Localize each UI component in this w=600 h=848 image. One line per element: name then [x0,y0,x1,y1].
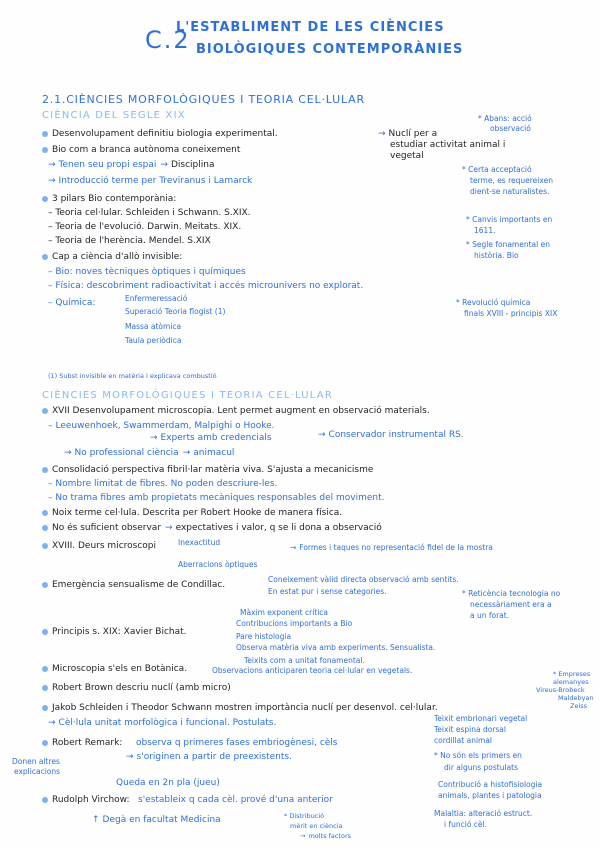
margin-note-vireus: Vireus-Brobeck [536,686,585,694]
note-distribucio: * Distribució [284,812,325,820]
section-heading-2-1: 2.1.CIÈNCIES MORFOLÒGIQUES I TEORIA CEL·LULAR [42,93,365,106]
item-cellula-unitat: → Cèl·lula unitat morfològica i funcional. Postulats. [48,718,277,728]
margin-note-animals: animals, plantes i patologia [438,791,542,800]
bullet-xviii-microscopi: XVIII. Deurs microscopi [42,541,156,552]
chem-massa: Massa atòmica [125,322,182,331]
bichat-teixits: Teixits com a unitat fonamental. [244,656,365,665]
bullet-schleiden-schwann: Jakob Schleiden i Theodor Schwann mostren importància nuclí per desenvol. cel·lular. [42,703,438,714]
note-merit: mèrit en ciència [290,822,343,830]
chem-taula: Taula periòdica [125,336,182,345]
margin-note-finals: finals XVIII - principis XIX [464,309,558,318]
margin-note-canvis: * Canvis importants en [466,215,553,224]
margin-note-cordillat: cordillat animal [434,736,493,745]
margin-note-funcio: i funció cèl. [444,820,488,829]
item-estat-pur: En estat pur i sense categories. [268,587,387,596]
bichat-contribucions: Contribucions importants a Bio [236,619,353,628]
bichat-observa: Observa matèria viva amb experiments. Sensualista. [236,643,436,652]
item-teoria-herencia: – Teoria de l'herència. Mendel. S.XIX [48,236,211,246]
right-note-nucli-3: vegetal [390,151,424,161]
margin-note-teixit-esp: Teixit espina dorsal [434,725,506,734]
bullet-remark: Robert Remark: [42,738,122,749]
note-molts-factors: → molts factors [300,832,351,840]
margin-note-alemanyes: alemanyes [553,678,589,686]
margin-note-teixit-emb: Teixit embrionari vegetal [434,714,528,723]
item-no-professional: → No professional ciència → animacul [64,448,235,458]
margin-note-reticencia-3: a un forat. [470,611,510,620]
item-remark-originen: → s'originen a partir de preexistents. [126,752,292,762]
page-title-line1: L'ESTABLIMENT DE LES CIÈNCIES [176,20,445,35]
item-remark-observa: observa q primeres fases embriogènesi, cèls [136,738,338,748]
note-donen-altres: Donen altres [12,757,60,766]
margin-note-historia: història. Bio [474,251,519,260]
footnote-flogist: (1) Subst invisible en matèria i explicava combustió [48,372,217,380]
item-conservador: → Conservador instrumental RS. [318,430,464,440]
item-dega: ↑ Degà en facultat Medicina [92,815,221,825]
bullet-no-suficient: No és suficient observar → expectatives i valor, q se li dona a observació [42,523,382,534]
margin-note-histofisiologia: Contribució a histofisiologia [438,780,543,789]
bullet-sensualisme: Emergència sensualisme de Condillac. [42,580,225,591]
margin-note-acceptacio: * Certa acceptació [462,165,532,174]
margin-note-reticencia-2: necessàriament era a [470,600,552,609]
item-observacions: Observacions anticiparen teoria cel·lular en vegetals. [212,666,413,675]
item-quimica: – Química: [48,298,96,308]
margin-note-malaltia: Malaltia: alteració estruct. [434,809,533,818]
bullet-consolidacio: Consolidació perspectiva fibril·lar matèria viva. S'ajusta a mecanicisme [42,465,373,476]
bichat-maxim: Màxim exponent crítica [240,608,329,617]
arrow-item-treviranus: → Introducció terme per Treviranus i Lamarck [48,176,253,186]
page-title-line2: BIOLÒGIQUES CONTEMPORÀNIES [196,42,464,57]
subsection-heading-morfologiques: CIÈNCIES MORFOLÒGIQUES I TEORIA CEL·LULAR [42,390,333,401]
margin-note-observacio: observació [490,124,531,133]
item-virchow-estableix: s'estableix q cada cèl. prové d'una anterior [138,795,333,805]
item-inexactitud: Inexactitud [178,538,221,547]
item-leeuwenhoek: – Leeuwenhoek, Swammerdam, Malpighi o Hooke. [48,421,275,431]
margin-note-postulats: dir alguns postulats [444,763,519,772]
margin-note-acceptacio-2: terme, es requereixen [470,176,553,185]
bullet-xvii-microscopia: XVII Desenvolupament microscopia. Lent permet augment en observació materials. [42,406,430,417]
margin-note-abans: * Abans: acció [478,114,532,123]
bullet-virchow: Rudolph Virchow: [42,795,130,806]
right-note-nucli: → Nuclí per a [378,129,438,139]
item-coneixement-valid: Coneixement vàlid directa observació amb sentits. [268,575,459,584]
margin-note-empreses: * Empreses [553,670,591,678]
chem-superacio: Superació Teoria flogist (1) [125,307,226,316]
item-formes-taques: → Formes i taques no representació fidel de la mostra [290,543,493,552]
bullet-terme-cellula: Noix terme cel·lula. Descrita per Robert Hooke de manera física. [42,508,342,519]
item-queda-2n-pla: Queda en 2n pla (jueu) [116,778,220,788]
margin-note-segle: * Segle fonamental en [466,240,550,249]
item-no-trama: – No trama fibres amb propietats mecàniques responsables del moviment. [48,493,385,503]
item-bio-tecniques: – Bio: noves tècniques òptiques i químiques [48,267,246,277]
right-note-nucli-2: estudiar activitat animal i [390,140,506,150]
item-aberracions: Aberracions òptiques [178,560,258,569]
item-nombre-limitat: – Nombre limitat de fibres. No poden descriure-les. [48,479,278,489]
bullet-botanica: Microscopia s'els en Botànica. [42,664,187,675]
margin-note-acceptacio-3: dient-se naturalistes. [470,187,550,196]
item-experts: → Experts amb credencials [150,433,272,443]
margin-note-revolucio: * Revolució química [456,298,531,307]
bullet-3-pilars: 3 pilars Bio contemporània: [42,194,176,205]
bullet-bichat: Principis s. XIX: Xavier Bichat. [42,627,187,638]
margin-note-maldebyan: Maldebyan [558,694,594,702]
item-fisica-radioactivitat: – Física: descobriment radioactivitat i accés microunivers no explorat. [48,281,364,291]
arrow-item-espai: → Tenen seu propi espai → Disciplina [48,160,215,170]
note-explicacions: explicacions [14,767,61,776]
bichat-pare: Pare histologia [236,632,292,641]
margin-note-zeiss: Zeiss [570,702,588,710]
bullet-bio-branca: Bio com a branca autònoma coneixement [42,145,240,156]
subsection-heading-xix: CIÈNCIA DEL SEGLE XIX [42,110,186,121]
chem-enfermeressacio: Enfermeressació [125,294,188,303]
bullet-biology-experimental: Desenvolupament definitiu biologia experimental. [42,129,278,140]
item-teoria-evolucio: – Teoria de l'evolució. Darwin. Meitats. XIX. [48,222,242,232]
item-teoria-cellular: – Teoria cel·lular. Schleiden i Schwann. S.XIX. [48,208,251,218]
chapter-number: C.2 [145,26,191,54]
margin-note-1611: 1611. [474,226,496,235]
margin-note-no-primers: * No són els primers en [434,751,522,760]
bullet-robert-brown: Robert Brown descriu nuclí (amb micro) [42,683,231,694]
margin-note-reticencia: * Reticència tecnologia no [462,589,561,598]
bullet-invisible: Cap a ciència d'allò invisible: [42,252,182,263]
